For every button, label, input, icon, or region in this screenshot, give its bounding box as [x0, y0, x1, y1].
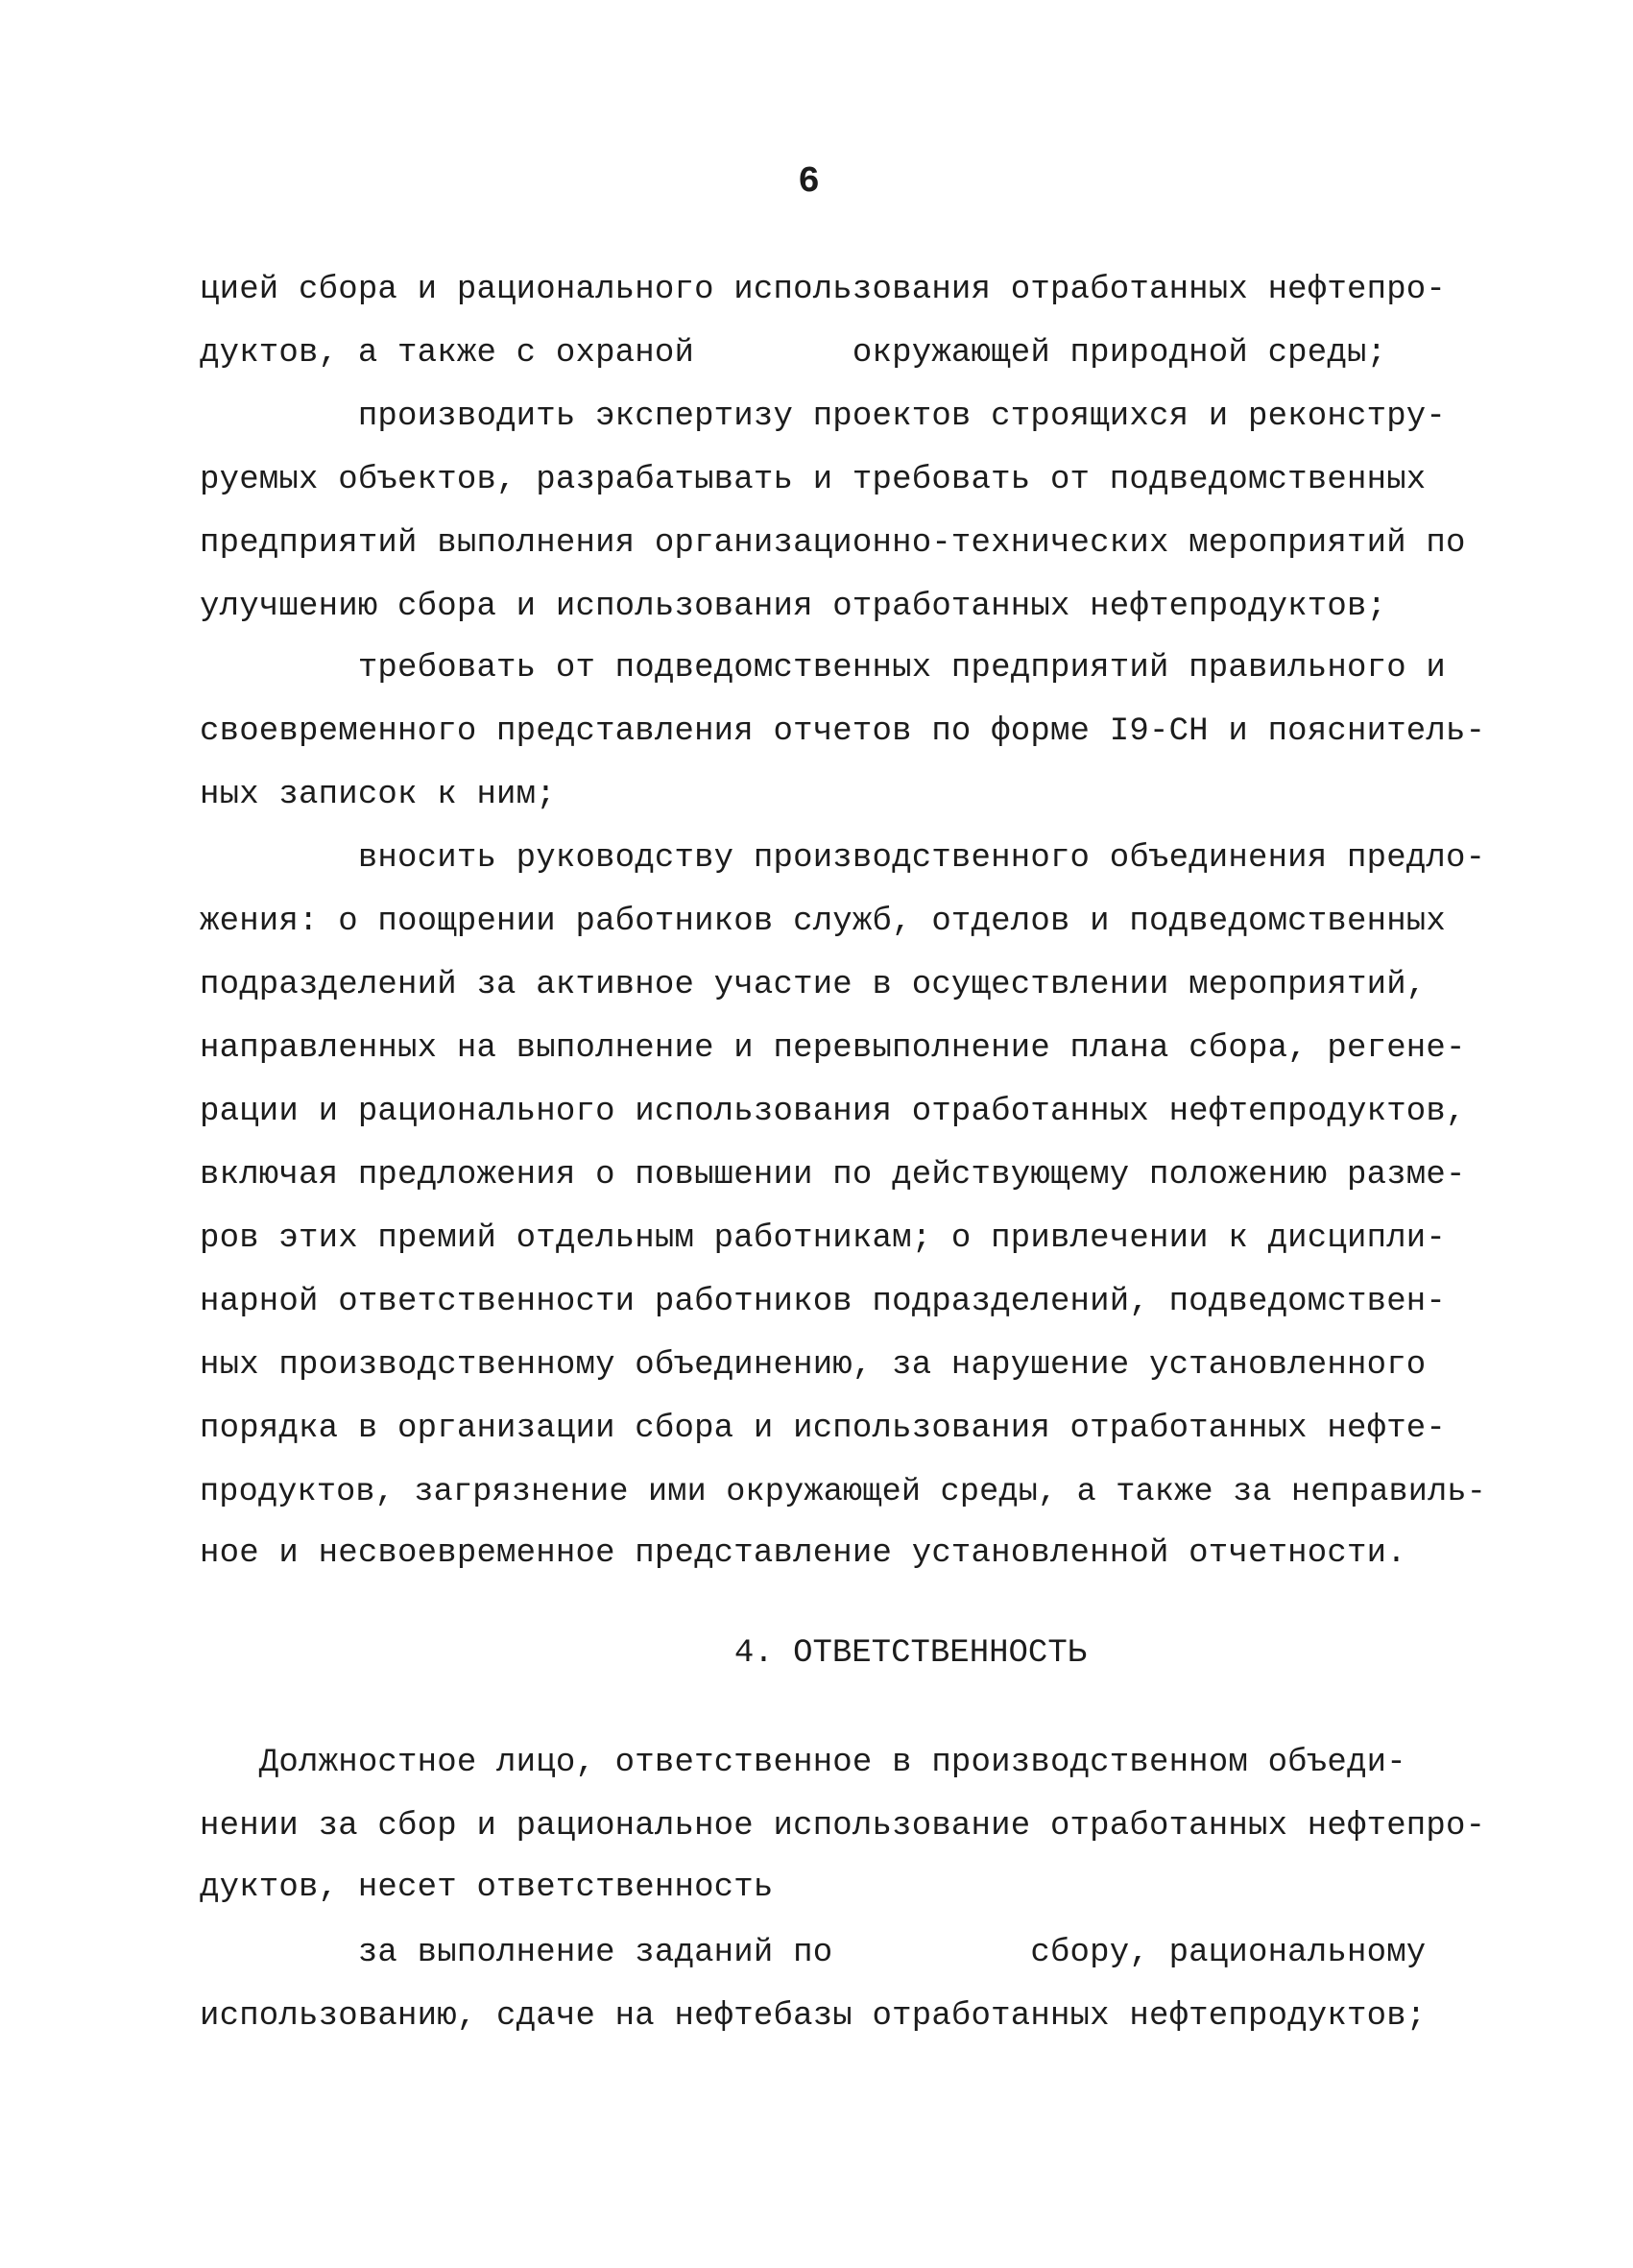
text-line: Должностное лицо, ответственное в производственном объеди- [200, 1745, 1406, 1781]
text-line: ное и несвоевременное представление установленной отчетности. [200, 1535, 1406, 1572]
page-number [0, 161, 1633, 203]
page-number-text: 6 [798, 161, 820, 203]
text-line: руемых объектов, разрабатывать и требовать от подведомственных [200, 462, 1427, 498]
text-line: рации и рационального использования отработанных нефтепродуктов, [200, 1094, 1466, 1130]
text-line: порядка в организации сбора и использования отработанных нефте- [200, 1411, 1447, 1447]
section-heading [0, 1634, 1633, 1673]
text-line: улучшению сбора и использования отработанных нефтепродуктов; [200, 589, 1387, 625]
text-line: использованию, сдаче на нефтебазы отработанных нефтепродуктов; [200, 1998, 1427, 2035]
text-line: ных производственному объединению, за нарушение установленного [200, 1347, 1427, 1384]
text-line: предприятий выполнения организационно-технических мероприятий по [200, 525, 1466, 562]
text-line: ных записок к ним; [200, 777, 556, 813]
text-line: дуктов, несет ответственность [200, 1870, 774, 1906]
text-line: своевременного представления отчетов по форме I9-СН и пояснитель- [200, 713, 1486, 750]
text-line: жения: о поощрении работников служб, отделов и подведомственных [200, 904, 1447, 940]
text-line: ров этих премий отдельным работникам; о привлечении к дисципли- [200, 1220, 1447, 1257]
text-line: вносить руководству производственного объединения предло- [200, 840, 1486, 877]
text-line: цией сбора и рационального использования отработанных нефтепро- [200, 272, 1447, 308]
text-line: нарной ответственности работников подразделений, подведомствен- [200, 1284, 1447, 1320]
text-line: нении за сбор и рациональное использование отработанных нефтепро- [200, 1808, 1486, 1845]
text-line: дуктов, а также с охраной окружающей природной среды; [200, 335, 1387, 372]
text-line: направленных на выполнение и перевыполнение плана сбора, регене- [200, 1030, 1466, 1067]
text-line: включая предложения о повышении по действующему положению разме- [200, 1157, 1466, 1194]
text-line: требовать от подведомственных предприятий правильного и [200, 650, 1447, 687]
text-line: за выполнение заданий по сбору, рациональному [200, 1935, 1427, 1971]
text-line: продуктов, загрязнение ими окружающей среды, а также за неправиль- [200, 1474, 1487, 1510]
text-line: производить экспертизу проектов строящихся и реконстру- [200, 398, 1447, 435]
text-line: подразделений за активное участие в осуществлении мероприятий, [200, 967, 1427, 1003]
section-heading-text: 4. ОТВЕТСТВЕННОСТЬ [733, 1635, 1088, 1672]
